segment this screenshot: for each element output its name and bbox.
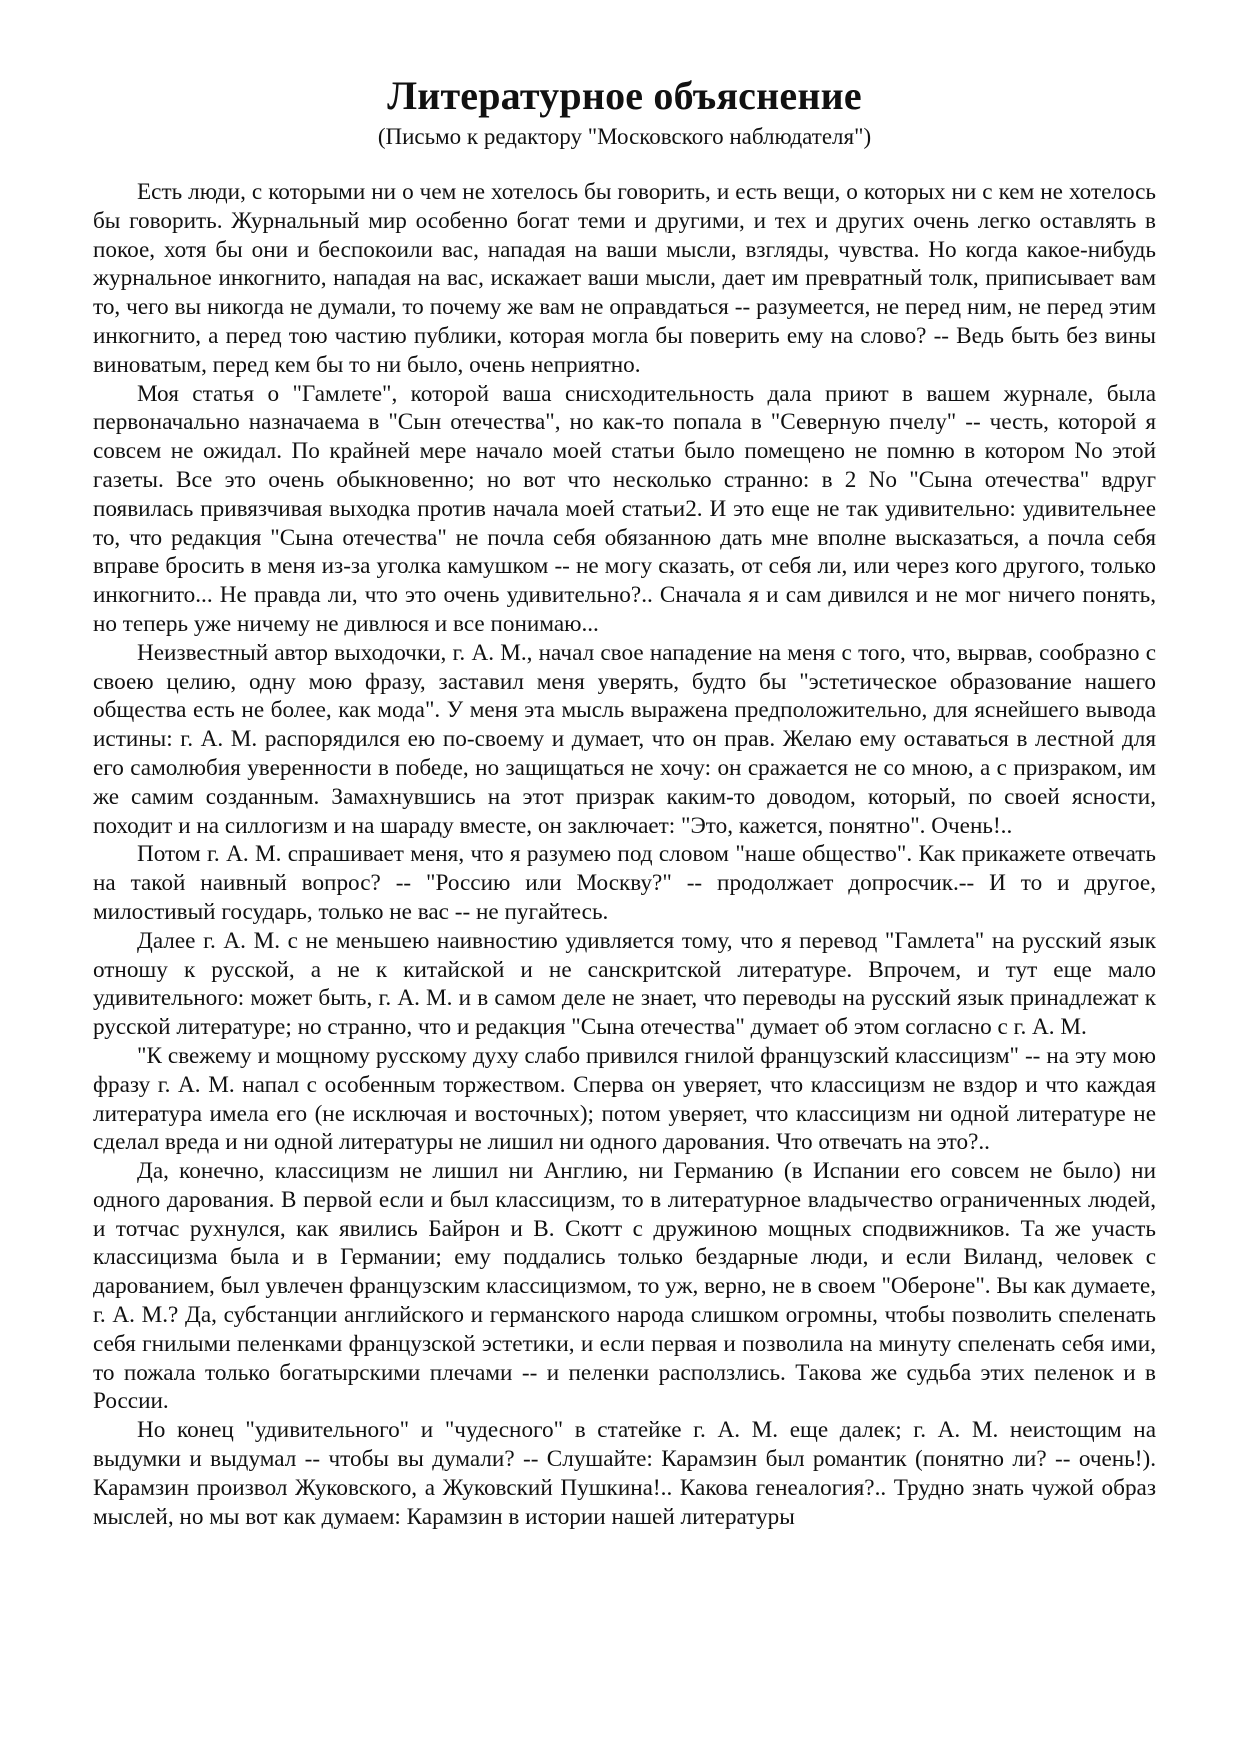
paragraph-1: Есть люди, с которыми ни о чем не хотелось бы говорить, и есть вещи, о которых ни с кем не хотелось бы говорить. Журнальный мир особенно богат теми и другими, и тех и других очень легко оставлять в покое, хотя бы они и беспокоили вас, нападая на ваши мысли, взгляды, чувства. Но когда какое-нибудь журнальное инкогнито, нападая на вас, искажает ваши мысли, дает им превратный толк, приписывает вам то, чего вы никогда не думали, то почему же вам не оправдаться -- разумеется, не перед ним, не перед этим инкогнито, а перед тою частию публики, которая могла бы поверить ему на слово? -- Ведь быть без вины виноватым, перед кем бы то ни было, очень неприятно.: [93, 179, 1156, 378]
paragraph-2: Моя статья о "Гамлете", которой ваша снисходительность дала приют в вашем журнале, была первоначально назначаема в "Сын отечества", но как-то попала в "Северную пчелу" -- честь, которой я совсем не ожидал. По крайней мере начало моей статьи было помещено не помню в котором No этой газеты. Все это очень обыкновенно; но вот что несколько странно: в 2 No "Сына отечества" вдруг появилась привязчивая выходка против начала моей статьи2. И это еще не так удивительно: удивительнее то, что редакция "Сына отечества" не почла себя обязанною дать мне вполне высказаться, а почла себя вправе бросить в меня из-за уголка камушком -- не могу сказать, от себя ли, или через кого другого, только инкогнито... Не правда ли, что это очень удивительно?.. Сначала я и сам дивился и не мог ничего понять, но теперь уже ничему не дивлюся и все понимаю...: [93, 380, 1156, 637]
document-page: [93, 72, 1156, 1531]
paragraph-3: Неизвестный автор выходочки, г. А. М., начал свое нападение на меня с того, что, вырвав, сообразно с своею целию, одну мою фразу, заставил меня уверять, будто бы "эстетическое образование нашего общества есть не более, как мода". У меня эта мысль выражена предположительно, для яснейшего вывода истины: г. А. М. распорядился ею по-своему и думает, что он прав. Желаю ему оставаться в лестной для его самолюбия уверенности в победе, но защищаться не хочу: он сражается не со мною, а с призраком, им же самим созданным. Замахнувшись на этот призрак каким-то доводом, который, по своей ясности, походит и на силлогизм и на шараду вместе, он заключает: "Это, кажется, понятно". Очень!..: [93, 639, 1156, 839]
paragraph-7: Да, конечно, классицизм не лишил ни Англию, ни Германию (в Испании его совсем не было) ни одного дарования. В первой если и был классицизм, то в литературное владычество ограниченных людей, и тотчас рухнулся, как явились Байрон и В. Скотт с дружиною мощных сподвижников. Та же участь классицизма была и в Германии; ему поддались только бездарные люди, и если Виланд, человек с дарованием, был увлечен французским классицизмом, то уж, верно, не в своем "Обероне". Вы как думаете, г. А. М.? Да, субстанции английского и германского народа слишком огромны, чтобы позволить спеленать себя гнилыми пеленками французской эстетики, и если первая и позволила на минуту спеленать себя ими, то пожала только богатырскими плечами -- и пеленки расползлись. Такова же судьба этих пеленок и в России.: [93, 1158, 1156, 1415]
document-subtitle: (Письмо к редактору "Московского наблюдателя"): [377, 124, 872, 149]
paragraph-6: "К свежему и мощному русскому духу слабо привился гнилой французский классицизм" -- на эту мою фразу г. А. М. напал с особенным торжеством. Сперва он уверяет, что классицизм не вздор и что каждая литература имела его (не исключая и восточных); потом уверяет, что классицизм ни одной литературе не сделал вреда и ни одной литературы не лишил ни одного дарования. Что отвечать на это?..: [93, 1042, 1156, 1156]
document-body: [93, 178, 1156, 1531]
document-title: Литературное объяснение: [387, 73, 862, 118]
paragraph-5: Далее г. А. М. с не меньшею наивностию удивляется тому, что я перевод "Гамлета" на русский язык отношу к русской, а не к китайской и не санскритской литературе. Впрочем, и тут еще мало удивительного: может быть, г. А. М. и в самом деле не знает, что переводы на русский язык принадлежат к русской литературе; но странно, что и редакция "Сына отечества" думает об этом согласно с г. А. М.: [93, 927, 1156, 1041]
paragraph-4: Потом г. А. М. спрашивает меня, что я разумею под словом "наше общество". Как прикажете отвечать на такой наивный вопрос? -- "Россию или Москву?" -- продолжает допросчик.-- И то и другое, милостивый государь, только не вас -- не пугайтесь.: [93, 841, 1156, 925]
paragraph-8: Но конец "удивительного" и "чудесного" в статейке г. А. М. еще далек; г. А. М. неистощим на выдумки и выдумал -- чтобы вы думали? -- Слушайте: Карамзин был романтик (понятно ли? -- очень!). Карамзин произвол Жуковского, а Жуковский Пушкина!.. Какова генеалогия?.. Трудно знать чужой образ мыслей, но мы вот как думаем: Карамзин в истории нашей литературы: [93, 1417, 1156, 1530]
